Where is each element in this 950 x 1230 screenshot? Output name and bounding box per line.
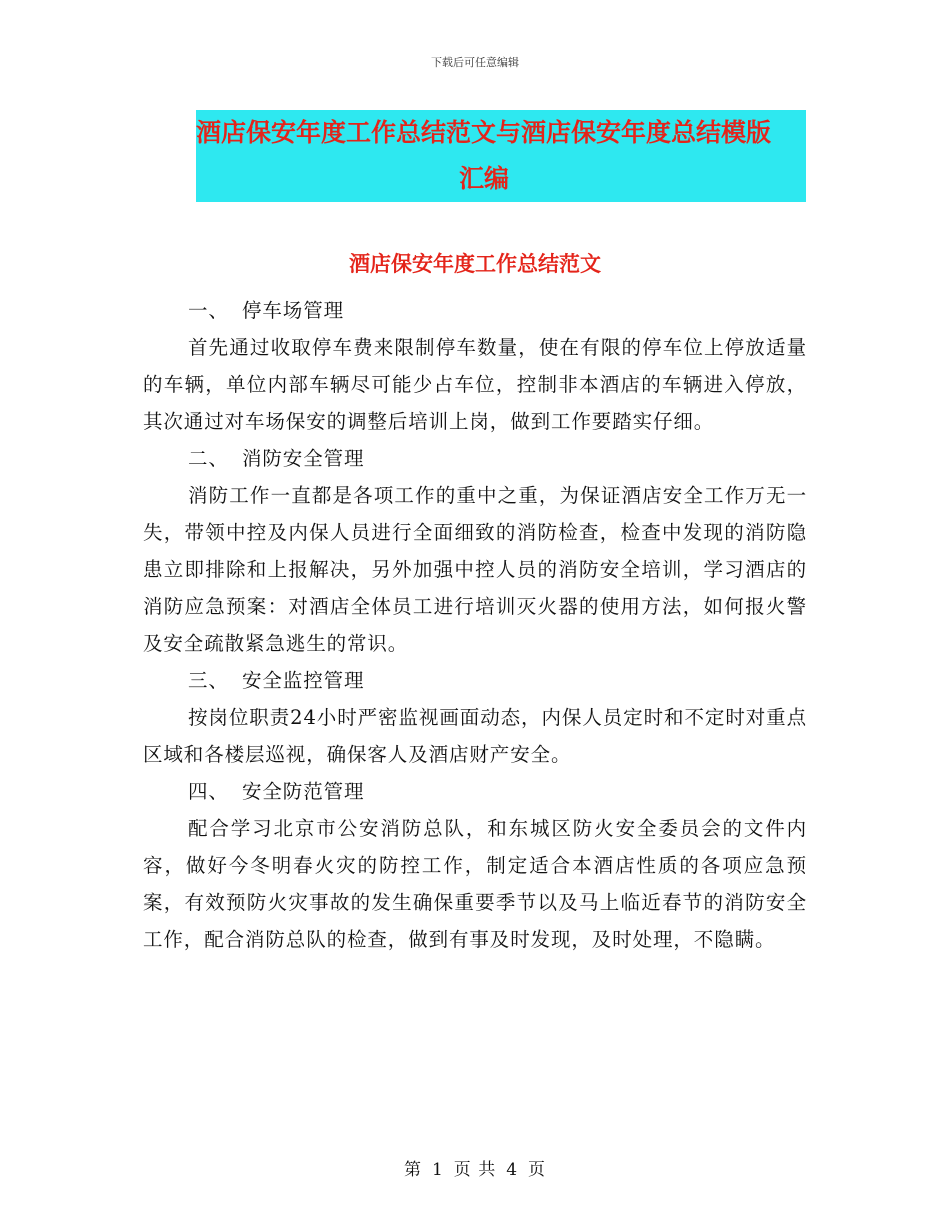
current-page-number: 1 (431, 1160, 444, 1180)
section-number: 二、 (188, 447, 229, 470)
section-paragraph-4: 配合学习北京市公安消防总队，和东城区防火安全委员会的文件内容，做好今冬明春火灾的防控工作，制定适合本酒店性质的各项应急预案，有效预防火灾事故的发生确保重要季节以及马上临近春节的消防安全工作，配合消防总队的检查，做到有事及时发现，及时处理，不隐瞒。 (143, 817, 807, 951)
section-heading-3 (143, 662, 807, 699)
section-title: 酒店保安年度工作总结范文 (349, 251, 601, 276)
section-number: 四、 (188, 780, 229, 803)
footer-mid: 页 共 (453, 1160, 497, 1180)
footer-prefix: 第 (403, 1160, 422, 1180)
section-number: 三、 (188, 669, 229, 692)
document-title-line-1-text: 酒店保安年度工作总结范文与酒店保安年度总结模版 (196, 118, 772, 147)
document-title-line-2 (196, 156, 806, 202)
section-paragraph-3: 按岗位职责24小时严密监视画面动态，内保人员定时和不定时对重点区域和各楼层巡视，确保客人及酒店财产安全。 (143, 706, 807, 766)
section-paragraph-2: 消防工作一直都是各项工作的重中之重，为保证酒店安全工作万无一失，带领中控及内保人员进行全面细致的消防检查，检查中发现的消防隐患立即排除和上报解决，另外加强中控人员的消防安全培训，学习酒店的消防应急预案：对酒店全体员工进行培训灭火器的使用方法，如何报火警及安全疏散紧急逃生的常识。 (143, 484, 807, 655)
section-heading-4 (143, 773, 807, 810)
section-heading-2 (143, 440, 807, 477)
section-heading-text: 安全防范管理 (242, 780, 365, 803)
page-footer (0, 1155, 950, 1180)
section-heading-text: 安全监控管理 (242, 669, 365, 692)
document-title-line-1 (196, 110, 806, 156)
document-body (143, 292, 807, 958)
document-title (196, 110, 806, 202)
section-heading-1 (143, 292, 807, 329)
section-paragraph-1: 首先通过收取停车费来限制停车数量，使在有限的停车位上停放适量的车辆，单位内部车辆尽可能少占车位，控制非本酒店的车辆进入停放，其次通过对车场保安的调整后培训上岗，做到工作要踏实仔细。 (143, 336, 807, 433)
footer-suffix: 页 (528, 1160, 547, 1180)
section-heading-text: 停车场管理 (242, 299, 345, 322)
section-heading-text: 消防安全管理 (242, 447, 365, 470)
page-header: 下载后可任意编辑 (431, 56, 519, 69)
total-page-count: 4 (506, 1160, 519, 1180)
section-number: 一、 (188, 299, 229, 322)
document-title-line-2-text: 汇编 (458, 164, 509, 193)
